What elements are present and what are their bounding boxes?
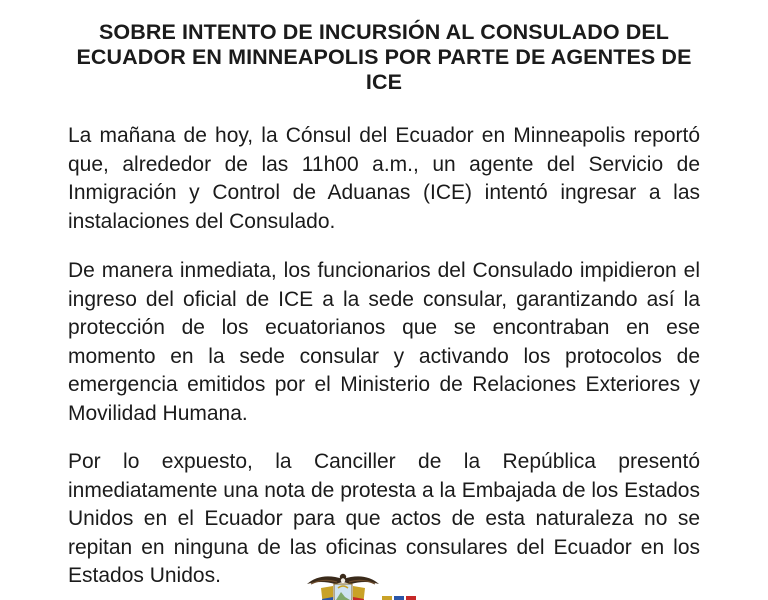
paragraph-2: De manera inmediata, los funcionarios del Consulado impidieron el ingreso del oficial de ICE a la sede consular, garantizando así la protección de los ecuatorianos que se encontraban en ese momento en la sede consular y activando los protocolos de emergencia emitidos por el Ministerio de Relaciones Exteriores y Movilidad Humana. xyxy=(68,259,700,425)
document-title: SOBRE INTENTO DE INCURSIÓN AL CONSULADO DEL ECUADOR EN MINNEAPOLIS POR PARTE DE AGENTES DE ICE xyxy=(76,20,692,94)
paragraph-3: Por lo expuesto, la Canciller de la República presentó inmediatamente una nota de protesta a la Embajada de los Estados Unidos en el Ecuador para que actos de esta naturaleza no se repitan en ninguna de las oficinas consulares del Ecuador en los Estados Unidos. xyxy=(68,450,700,587)
ministry-logo-fragment xyxy=(380,594,440,600)
paragraph-1: La mañana de hoy, la Cónsul del Ecuador en Minneapolis reportó que, alrededor de las 11h00 a.m., un agente del Servicio de Inmigración y Control de Aduanas (ICE) intentó ingresar a las instalaciones del Consulado. xyxy=(68,124,700,233)
coat-of-arms-icon xyxy=(303,570,383,600)
press-release xyxy=(68,20,700,591)
condor-neck xyxy=(341,578,345,582)
